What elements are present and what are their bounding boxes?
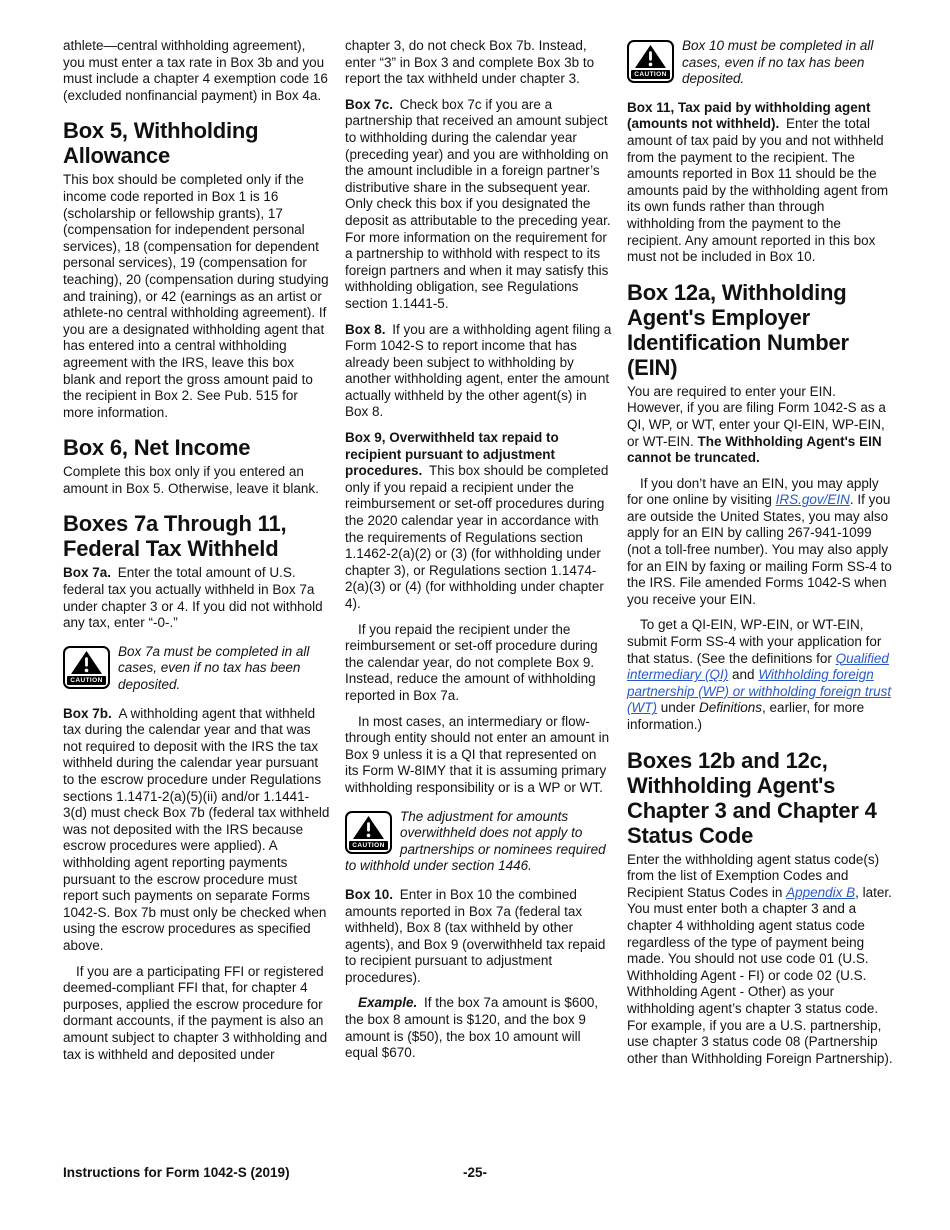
section-heading: Box 12a, Withholding Agent's Employer Identification Number (EIN) bbox=[627, 279, 849, 380]
text-run: Box 10 must be completed in all cases, even if no tax has been deposited. bbox=[682, 38, 874, 87]
link-irs-gov-ein[interactable]: IRS.gov/EIN bbox=[775, 492, 850, 508]
text-run: Example. bbox=[358, 995, 418, 1011]
text-run: The adjustment for amounts overwithheld does not apply to partnerships or nominees required to withhold under section 1446. bbox=[345, 808, 606, 874]
paragraph bbox=[345, 714, 612, 797]
paragraph bbox=[345, 97, 612, 313]
paragraph bbox=[63, 706, 330, 955]
link-appendix-b[interactable]: Appendix B bbox=[786, 884, 856, 900]
paragraph bbox=[627, 852, 894, 1068]
link-withholding-foreign-partnership-trust[interactable]: Withholding foreign partnership (WP) or withholding foreign trust (WT) bbox=[627, 667, 892, 716]
text-run: Box 11, Tax paid by withholding agent (amounts not withheld). bbox=[627, 99, 871, 132]
paragraph bbox=[345, 622, 612, 705]
text-run: Box 7c. bbox=[345, 96, 394, 112]
text-run: Check box 7c if you are a partnership that received an amount subject to withholding during the calendar year (preceding year) and you are withholding on the amount includible in a foreign partner’s distributive share in the subsequent year. Only check this box if you designated the deposit as attributable to the preceding year. For more information on the requirement for a partnership to withhold with respect to its foreign partners and when it may satisfy this withholding obligation, see Regulations section 1.1441-5. bbox=[345, 96, 611, 311]
caution-icon-label: CAUTION bbox=[67, 676, 106, 685]
text-run: Enter in Box 10 the combined amounts reported in Box 7a (federal tax withheld), Box 8 (tax withheld by other agents), and Box 9 (overwithheld tax repaid to recipient pursuant to adjustment procedures). bbox=[345, 886, 606, 985]
text-run: The Withholding Agent's EIN cannot be truncated. bbox=[627, 433, 882, 466]
paragraph bbox=[627, 100, 894, 266]
footer-page-number: -25- bbox=[462, 1165, 487, 1180]
paragraph bbox=[627, 476, 894, 609]
paragraph bbox=[627, 617, 894, 733]
text-run: Enter the withholding agent status code(s) from the list of Exemption Codes and Recipient Status Codes in bbox=[627, 851, 880, 900]
text-run: Enter the total amount of U.S. federal tax you actually withheld in Box 7a under chapter 3 or 4. If you did not withhold any tax, enter “-0-.” bbox=[63, 565, 323, 631]
caution-note bbox=[345, 809, 612, 875]
caution-note bbox=[63, 644, 330, 694]
text-run: Box 7a must be completed in all cases, even if no tax has been deposited. bbox=[118, 643, 310, 693]
section-heading: Box 5, Withholding Allowance bbox=[63, 118, 259, 169]
text-run: To get a QI-EIN, WP-EIN, or WT-EIN, submit Form SS-4 with your application for that status. (See the definitions for bbox=[627, 617, 882, 666]
text-run: This box should be completed only if you repaid a recipient under the reimbursement or set-off procedures during the 2020 calendar year in accordance with the requirements of Regulations section 1.1462-2(a)(2) or (3) (for withholding under chapter 3), or Regulations section 1.1474-2(a)(3) or (4) (for withholding under chapter 4). bbox=[345, 463, 609, 611]
text-run: Box 10. bbox=[345, 886, 394, 902]
link-qualified-intermediary[interactable]: Qualified intermediary (QI) bbox=[627, 650, 889, 683]
paragraph bbox=[345, 995, 612, 1061]
text-run: , later. You must enter both a chapter 3 and a chapter 4 withholding agent status code regardless of the type of payment being made. You should not use code 01 (U.S. Withholding Agent - FI) or code 02 (U.S. Withholding Agent - Other) as your withholding agent’s chapter 3 status code. For example, if you are a U.S. partnership, use chapter 3 status code 08 (Partnership other than Withholding Foreign Partnership). bbox=[627, 884, 893, 1066]
text-run: Box 9, Overwithheld tax repaid to recipient pursuant to adjustment procedures. bbox=[345, 430, 559, 479]
page-body bbox=[63, 38, 896, 1067]
caution-note bbox=[627, 38, 894, 88]
paragraph bbox=[63, 565, 330, 631]
caution-icon bbox=[345, 811, 392, 854]
paragraph bbox=[627, 384, 894, 467]
paragraph bbox=[63, 464, 330, 497]
footer-document-title: Instructions for Form 1042-S (2019) bbox=[63, 1165, 290, 1180]
caution-icon-label: CAUTION bbox=[349, 841, 388, 850]
caution-icon bbox=[63, 646, 110, 689]
text-run: If you don’t have an EIN, you may apply for one online by visiting bbox=[627, 475, 879, 508]
text-run: athlete—central withholding agreement), you must enter a tax rate in Box 3b and you must include a chapter 4 exemption code 16 (excluded nonfinancial payment) in Box 4a. bbox=[63, 38, 328, 103]
text-run: , earlier, for more information.) bbox=[627, 700, 865, 732]
text-run: If you are a withholding agent filing a Form 1042-S to report income that has already been subject to withholding by another withholding agent, enter the amount actually withheld by the other agent(s) in Box 8. bbox=[345, 321, 612, 420]
paragraph bbox=[345, 430, 612, 613]
column-1 bbox=[63, 38, 330, 1063]
text-run: This box should be completed only if the income code reported in Box 1 is 16 (scholarship or fellowship grants), 17 (compensation for independent personal services), 18 (compensation for dependent personal services), 19 (compensation for teaching), 20 (compensation during studying and training), or 42 (earnings as an artist or athlete-no central withholding agreement). If you are a designated withholding agent that has entered into a central withholding agreement with the IRS, leave this box blank and report the gross amount paid to the recipient in Box 2. See Pub. 515 for more information. bbox=[63, 172, 329, 420]
text-run: chapter 3, do not check Box 7b. Instead, enter “3” in Box 3 and complete Box 3b to report the tax withheld under chapter 3. bbox=[345, 38, 595, 87]
caution-icon bbox=[627, 40, 674, 83]
text-run: Box 8. bbox=[345, 321, 386, 337]
text-run: A withholding agent that withheld tax during the calendar year and that was not required to deposit with the IRS the tax withheld during the calendar year pursuant to the escrow procedure under Regulations sections 1.1471-2(a)(5)(ii) and/or 1.1441-3(d) must check Box 7b (federal tax withheld was not deposited with the IRS because escrow procedures were applied). A withholding agent reporting payments pursuant to the escrow procedure must report such payments on separate Forms 1042-S. Box 7b must only be checked when using the escrow procedures as specified above. bbox=[63, 705, 330, 953]
section-heading: Box 6, Net Income bbox=[63, 435, 251, 461]
text-run: In most cases, an intermediary or flow-through entity should not enter an amount in Box 9 unless it is a QI that represented on its Form W-8IMY that it is assuming primary withholding responsibility or is a WP or WT. bbox=[345, 713, 610, 795]
text-run: Enter the total amount of tax paid by you and not withheld from the payment to the recipient. The amounts reported in Box 11 should be the amounts paid by the withholding agent from its own funds rather than through withholding from the payment to the recipient. Any amount reported in this box must not be included in Box 10. bbox=[627, 116, 889, 265]
section-heading: Boxes 12b and 12c, Withholding Agent's Chapter 3 and Chapter 4 Status Code bbox=[627, 747, 877, 848]
paragraph bbox=[63, 964, 330, 1064]
text-run: Box 7b. bbox=[63, 705, 112, 721]
text-run: If you repaid the recipient under the reimbursement or set-off procedure during the calendar year, do not complete Box 9. Instead, reduce the amount of withholding reported in Box 7a. bbox=[345, 621, 598, 703]
section-heading: Boxes 7a Through 11, Federal Tax Withheld bbox=[63, 511, 287, 562]
text-run: If you are a participating FFI or registered deemed-compliant FFI that, for chapter 4 purposes, applied the escrow procedure for dormant accounts, if the payment is also an amount subject to chapter 3 withholding and tax is withheld and deposited under bbox=[63, 963, 328, 1062]
text-run: If the box 7a amount is $600, the box 8 amount is $120, and the box 9 amount is ($50), the box 10 amount will equal $670. bbox=[345, 995, 599, 1061]
paragraph bbox=[345, 38, 612, 88]
text-run: and bbox=[728, 667, 759, 683]
text-run: . If you are outside the United States, you may also apply for an EIN by calling 267-941-1099 (not a toll-free number). You may also apply for an EIN by faxing or mailing Form SS-4 to the IRS. File amended Forms 1042-S when you receive your EIN. bbox=[627, 492, 892, 607]
paragraph bbox=[345, 322, 612, 422]
three-column-layout bbox=[63, 38, 896, 1067]
paragraph bbox=[345, 887, 612, 987]
column-3 bbox=[627, 38, 894, 1067]
text-run: under bbox=[656, 700, 700, 716]
paragraph bbox=[63, 172, 330, 421]
caution-icon-label: CAUTION bbox=[631, 70, 670, 79]
text-run: Box 7a. bbox=[63, 565, 112, 581]
text-run: You are required to enter your EIN. However, if you are filing Form 1042-S as a QI, WP, or WT, enter your QI-EIN, WP-EIN, or WT-EIN. bbox=[627, 383, 886, 449]
paragraph bbox=[63, 38, 330, 104]
text-run: Complete this box only if you entered an amount in Box 5. Otherwise, leave it blank. bbox=[63, 464, 319, 496]
column-2 bbox=[345, 38, 612, 1062]
text-run: Definitions bbox=[699, 700, 763, 716]
